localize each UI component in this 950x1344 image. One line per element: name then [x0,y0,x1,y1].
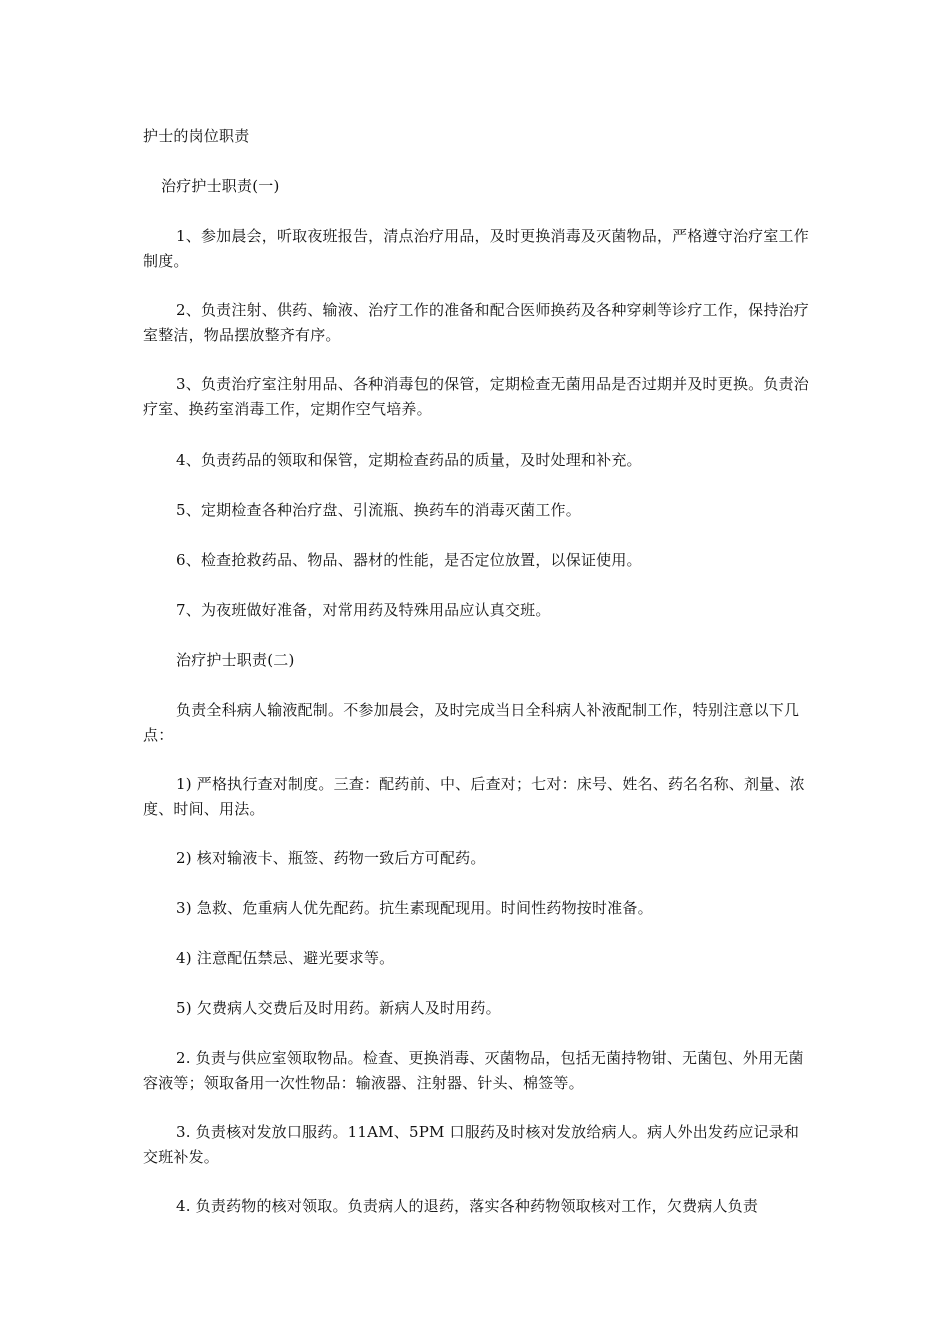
section1-item-2: 2、负责注射、供药、输液、治疗工作的准备和配合医师换药及各种穿刺等诊疗工作，保持治疗室整洁，物品摆放整齐有序。 [143,301,809,344]
section1-item-7: 7、为夜班做好准备，对常用药及特殊用品应认真交班。 [176,601,551,619]
section2-item-3: 3. 负责核对发放口服药。11AM、5PM 口服药及时核对发放给病人。病人外出发药应记录和交班补发。 [143,1123,800,1166]
section2-point-2: 2) 核对输液卡、瓶签、药物一致后方可配药。 [176,849,486,867]
section2-intro: 负责全科病人输液配制。不参加晨会，及时完成当日全科病人补液配制工作，特别注意以下几点： [143,701,800,744]
section1-item-3: 3、负责治疗室注射用品、各种消毒包的保管，定期检查无菌用品是否过期并及时更换。负责治疗室、换药室消毒工作，定期作空气培养。 [143,375,809,418]
section-heading-2: 治疗护士职责(二) [176,651,295,669]
section2-item-2: 2. 负责与供应室领取物品。检查、更换消毒、灭菌物品，包括无菌持物钳、无菌包、外用无菌容液等；领取备用一次性物品：输液器、注射器、针头、棉签等。 [143,1049,804,1092]
section1-item-6: 6、检查抢救药品、物品、器材的性能，是否定位放置，以保证使用。 [176,551,642,569]
section2-point-4: 4) 注意配伍禁忌、避光要求等。 [176,949,395,967]
section2-item-4: 4. 负责药物的核对领取。负责病人的退药，落实各种药物领取核对工作，欠费病人负责 [176,1197,759,1215]
section1-item-4: 4、负责药品的领取和保管，定期检查药品的质量，及时处理和补充。 [176,451,642,469]
section2-point-1: 1) 严格执行查对制度。三查：配药前、中、后查对；七对：床号、姓名、药名名称、剂量、浓度、时间、用法。 [143,775,805,818]
section1-item-1: 1、参加晨会，听取夜班报告，清点治疗用品，及时更换消毒及灭菌物品，严格遵守治疗室工作制度。 [143,227,809,270]
section1-item-5: 5、定期检查各种治疗盘、引流瓶、换药车的消毒灭菌工作。 [176,501,581,519]
section-heading-1: 治疗护士职责(一) [161,177,280,195]
section2-point-3: 3) 急救、危重病人优先配药。抗生素现配现用。时间性药物按时准备。 [176,899,653,917]
document-title: 护士的岗位职责 [143,127,250,145]
section2-point-5: 5) 欠费病人交费后及时用药。新病人及时用药。 [176,999,501,1017]
